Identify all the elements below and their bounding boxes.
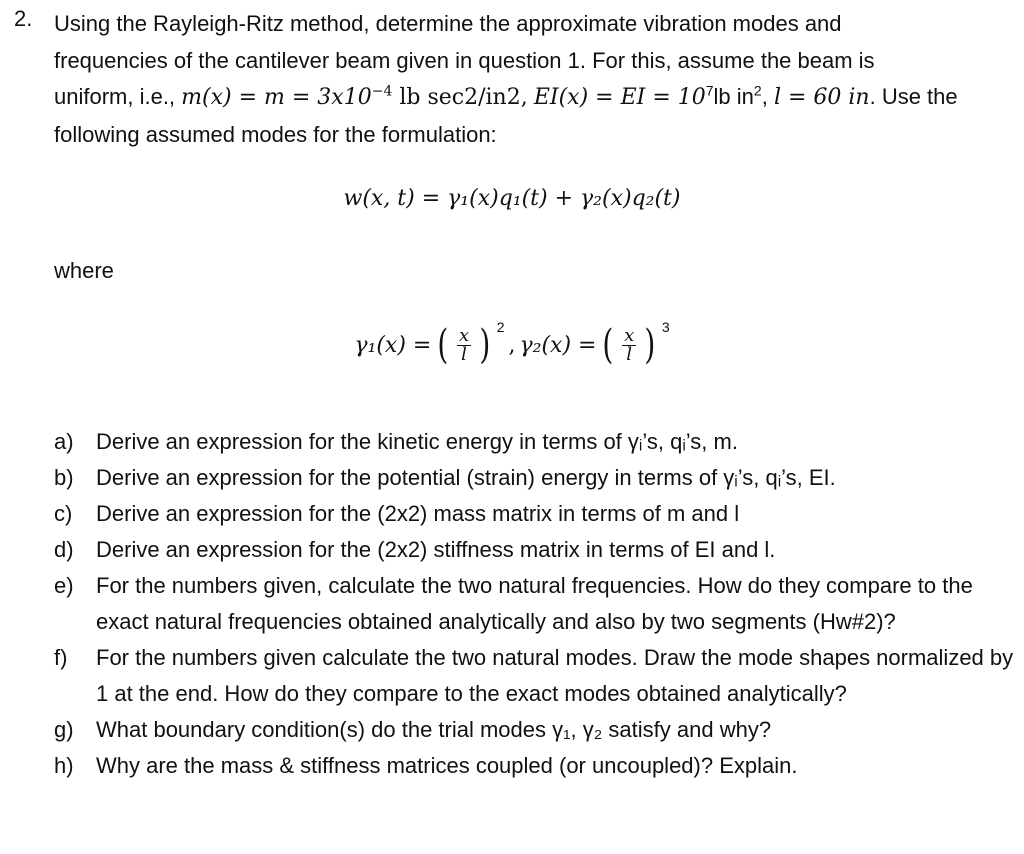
gamma1-lhs: γ₁(x) = <box>354 332 432 358</box>
power-3: 3 <box>661 319 670 335</box>
list-item: c) Derive an expression for the (2x2) mass matrix in terms of m and l <box>54 501 740 526</box>
list-item: g) What boundary condition(s) do the trial modes γ₁, γ₂ satisfy and why? <box>54 717 772 742</box>
intro-line-2: frequencies of the cantilever beam given in question 1. For this, assume the beam is <box>54 47 875 73</box>
fraction-x-over-l-2: $\frac{x}{l}$ <box>624 324 635 365</box>
assumed-modes-equation: γ₁(x) = ( $\frac{x}{l}$ ) 2 , γ₂(x) = ( $\frac{x}{l}$ ) 3 <box>354 319 670 368</box>
fraction-x-over-l: $\frac{x}{l}$ <box>458 324 470 365</box>
power-2: 2 <box>496 319 505 335</box>
gamma2-lhs: γ₂(x) = <box>519 332 597 358</box>
intro-line-3: uniform, i.e., $m(x) = m = 3x10^{-4}$ lb sec2/in2, EI(x) = EI = $10^7lb$ $in^2$, l = 60 in. Use the <box>54 82 958 110</box>
displacement-equation: w(x, t) = γ₁(x)q₁(t) + γ₂(x)q₂(t) <box>343 186 681 211</box>
sub-question-list <box>54 424 1014 784</box>
where-label: where <box>54 258 114 283</box>
length-expression: l = 60 in <box>773 85 870 110</box>
list-item: b) Derive an expression for the potential (strain) energy in terms of γᵢ’s, qᵢ’s, EI. <box>54 465 836 490</box>
mass-expression: m(x) = m = 3x10 <box>181 85 372 110</box>
question-intro <box>54 6 1014 153</box>
intro-line-1: Using the Rayleigh-Ritz method, determine the approximate vibration modes and <box>54 11 842 36</box>
list-item: f) For the numbers given calculate the two natural modes. Draw the mode shapes normalized by 1 at the end. How do they compare to the exact modes obtained analytically? <box>54 645 1014 706</box>
intro-line-4: following assumed modes for the formulation: <box>54 121 497 147</box>
question-number: 2. <box>14 6 33 31</box>
list-item: h) Why are the mass & stiffness matrices coupled (or uncoupled)? Explain. <box>54 753 798 778</box>
list-item: a) Derive an expression for the kinetic energy in terms of γᵢ’s, qᵢ’s, m. <box>54 429 738 454</box>
list-item: d) Derive an expression for the (2x2) stiffness matrix in terms of EI and l. <box>54 537 776 562</box>
list-item: e) For the numbers given, calculate the two natural frequencies. How do they compare to the exact natural frequencies obtained analytically and also by two segments (Hw#2)? <box>54 573 973 634</box>
stiffness-expression: EI(x) = EI = 10 <box>533 85 706 110</box>
